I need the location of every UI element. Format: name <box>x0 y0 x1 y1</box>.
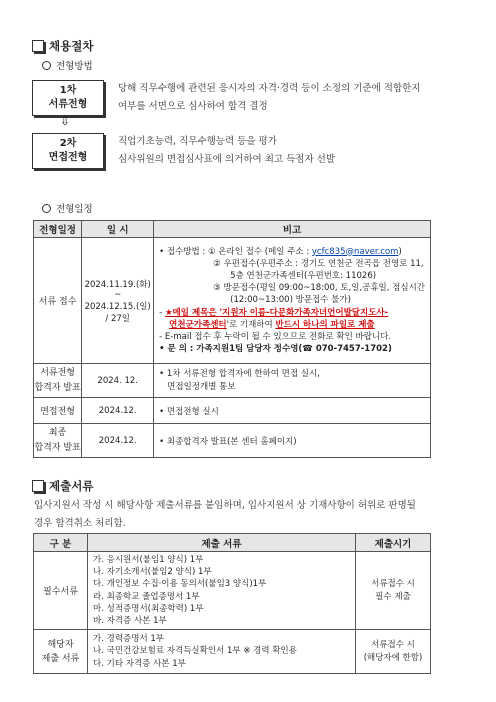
row4-stage-line2: 합격자 발표 <box>34 442 81 453</box>
stage2-desc1: 직업기초능력, 직무수행능력 등을 평가 <box>118 136 277 147</box>
row1-date-start: 2024.11.19.(화) <box>84 279 151 290</box>
required-timing <box>356 552 431 630</box>
row1-note-write: '로 기재하여 <box>226 319 276 330</box>
header-date: 일 시 <box>82 221 154 238</box>
stage2-description <box>118 133 335 169</box>
section-title-text: 채용절차 <box>49 39 94 53</box>
row1-stage: 서류 접수 <box>34 238 82 364</box>
row2-note1: • 1차 서류전형 합격자에 한하여 면접 실시, <box>159 369 320 380</box>
row1-note-post-address: 5층 연천군가족센터(우편번호: 11026) <box>230 270 377 281</box>
row1-note-contact: • 문 의 : 가족지원1팀 담당자 정수영(☎ 070-7457-1702) <box>159 344 392 355</box>
schedule-row-application <box>34 238 431 364</box>
row1-note-email-suffix: ) <box>398 246 402 257</box>
optional-timing-line1: 서류접수 시 <box>371 639 415 650</box>
schedule-heading <box>42 201 93 215</box>
method-heading <box>42 58 93 72</box>
circle-bullet-icon <box>42 204 51 213</box>
row1-dates <box>82 238 154 364</box>
row1-note-visit-hours: (12:00~13:00) 방문접수 불가) <box>230 295 351 306</box>
checkbox-square-icon <box>32 480 44 492</box>
schedule-heading-text: 전형일정 <box>56 204 93 215</box>
documents-intro <box>34 497 416 533</box>
required-item: 라. 최종학교 졸업증명서 1부 <box>93 591 200 602</box>
row2-stage-line1: 서류전형 <box>40 367 75 378</box>
required-item: 마. 성적증명서(최종학력) 1부 <box>93 603 204 614</box>
required-timing-line1: 서류접수 시 <box>371 578 415 589</box>
stage1-desc1: 당해 직무수행에 관련된 응시자의 자격·경력 등이 소정의 기준에 적합한지 <box>118 83 421 94</box>
row1-note-single-file: 반드시 하나의 파일로 제출 <box>275 319 375 330</box>
optional-timing-line2: (해당자에 한함) <box>363 652 423 663</box>
docs-header-documents: 제출 서류 <box>88 534 356 552</box>
documents-row-required <box>34 552 431 630</box>
row1-notes <box>154 238 431 364</box>
row1-note-mail-subject <box>159 307 425 319</box>
section-title-procedure <box>32 38 93 54</box>
row2-stage-line2: 합격자 발표 <box>34 382 81 393</box>
checkbox-square-icon <box>32 40 44 52</box>
schedule-row-interview <box>34 398 431 424</box>
circle-bullet-icon <box>42 61 51 70</box>
row1-note-post: ② 우편접수(우편주소 : 경기도 연천군 전곡읍 전영로 11, <box>213 258 424 269</box>
row2-stage <box>34 364 82 398</box>
schedule-header-row <box>34 221 431 238</box>
header-note: 비고 <box>154 221 431 238</box>
optional-label-line1: 해당자 <box>47 639 74 650</box>
stage2-line2: 면접전형 <box>48 152 88 163</box>
row1-note-email <box>159 246 425 258</box>
schedule-row-doc-result <box>34 364 431 398</box>
stage1-desc2: 여부를 서면으로 심사하여 합격 결정 <box>118 101 268 112</box>
schedule-table <box>33 220 431 458</box>
row1-note-mail-subject-cont <box>159 319 425 331</box>
down-arrow-icon: ⇩ <box>60 114 71 128</box>
documents-row-optional <box>34 630 431 674</box>
optional-label <box>34 630 88 674</box>
row2-note2: 면접일정개별 통보 <box>167 381 236 392</box>
optional-item: 다. 기타 자격증 사본 1부 <box>93 658 186 669</box>
row1-note-center-name: 연천군가족센터 <box>169 319 227 330</box>
docs-header-timing: 제출시기 <box>356 534 431 552</box>
stage1-description <box>118 80 421 116</box>
documents-table <box>33 533 431 674</box>
required-item: 바. 자격증 사본 1부 <box>93 615 167 626</box>
row3-stage: 면접전형 <box>34 398 82 424</box>
row1-note-email-prefix: • 접수방법 : ① 온라인 접수 (메일 주소 : <box>159 246 312 257</box>
row2-date: 2024. 12. <box>82 364 154 398</box>
row1-note-visit: ③ 방문접수(평일 09:00~18:00, 토,일,공휴일, 점심시간 <box>213 283 425 294</box>
optional-items <box>88 630 356 674</box>
docs-header-category: 구 분 <box>34 534 88 552</box>
stage2-box <box>32 133 104 169</box>
required-item: 가. 응시원서(붙임1 양식) 1부 <box>93 554 204 565</box>
documents-intro-line2: 경우 합격취소 처리함. <box>34 518 126 529</box>
row4-stage-line1: 최종 <box>48 427 67 438</box>
row1-date-sep: ~ <box>114 289 122 300</box>
required-label: 필수서류 <box>34 552 88 630</box>
email-link[interactable]: ycfc835@naver.com <box>311 246 399 257</box>
stage1-line2: 서류전형 <box>48 99 88 110</box>
documents-header-row <box>34 534 431 552</box>
row4-stage <box>34 424 82 458</box>
row1-date-days: / 27일 <box>105 313 130 324</box>
required-items <box>88 552 356 630</box>
row4-date: 2024.12. <box>82 424 154 458</box>
row4-note: • 최종합격자 발표(본 센터 홈페이지) <box>154 424 431 458</box>
method-heading-text: 전형방법 <box>56 61 93 72</box>
stage2-desc2: 심사위원의 면접심사표에 의거하여 최고 득점자 선발 <box>118 154 335 165</box>
optional-item: 나. 국민건강보험료 자격득실확인서 1부 ※ 경력 확인용 <box>93 646 297 657</box>
stage1-line1: 1차 <box>59 85 77 96</box>
row3-note: • 면접전형 실시 <box>154 398 431 424</box>
required-item: 다. 개인정보 수집·이용 동의서(붙임3 양식)1부 <box>93 579 267 590</box>
optional-item: 가. 경력증명서 1부 <box>93 634 164 645</box>
row1-note-subject-warning: ★메일 제목은 '지원자 이름-다문화가족자녀언어발달지도사- <box>164 307 389 318</box>
required-timing-line2: 필수 제출 <box>375 591 411 602</box>
header-stage: 전형일정 <box>34 221 82 238</box>
stage2-line1: 2차 <box>59 138 77 149</box>
row1-note-phone-check: - E-mail 접수 후 누락이 될 수 있으므로 전화로 확인 바랍니다. <box>159 332 392 342</box>
optional-label-line2: 제출 서류 <box>41 653 80 664</box>
schedule-row-final <box>34 424 431 458</box>
documents-intro-line1: 입사지원서 작성 시 해당사항 제출서류를 붙임하며, 입사지원서 상 기재사항이 허위로 판명될 <box>34 500 416 511</box>
row2-notes <box>154 364 431 398</box>
section2-title-text: 제출서류 <box>49 479 94 493</box>
required-item: 나. 자기소개서(붙임2 양식) 1부 <box>93 567 212 578</box>
section-title-documents <box>32 478 93 494</box>
row3-date: 2024.12. <box>82 398 154 424</box>
row1-date-end: 2024.12.15.(일) <box>84 301 151 312</box>
optional-timing <box>356 630 431 674</box>
row1-note-dash: - <box>159 307 165 318</box>
stage1-box <box>32 80 104 116</box>
